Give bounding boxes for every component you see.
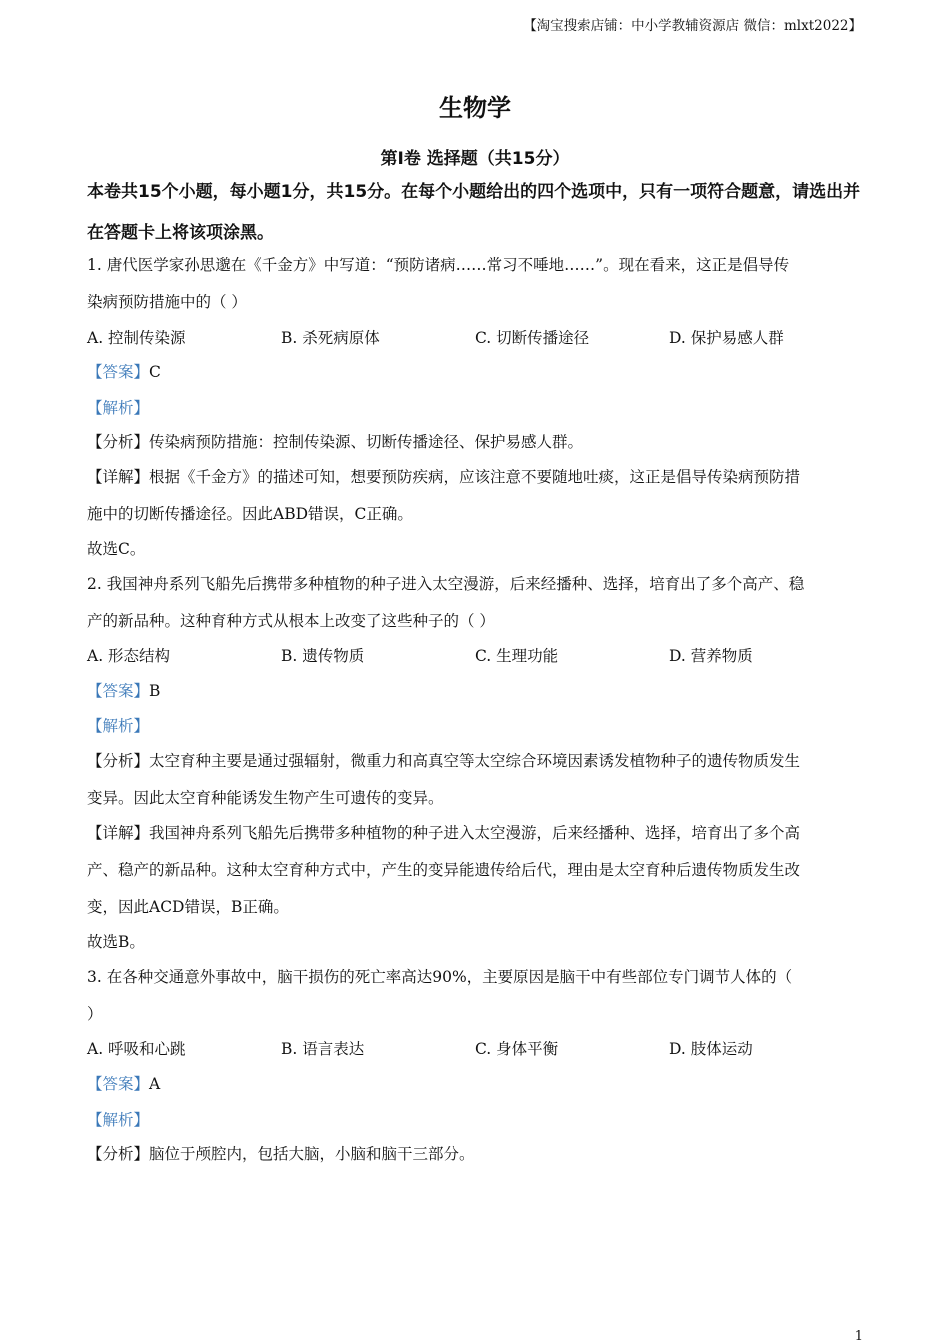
section-title: 第Ⅰ卷 选择题（共15分） xyxy=(380,149,570,169)
question-1-answer xyxy=(87,362,863,382)
question-1-stem-line-2: 染病预防措施中的（ ） xyxy=(87,293,247,311)
option-c: C. 身体平衡 xyxy=(475,1040,559,1058)
page-number: 1 xyxy=(854,1329,863,1344)
detail-label: 【详解】 xyxy=(87,824,150,842)
question-2-detail-line-3: 变，因此ACD错误，B正确。 xyxy=(87,898,289,916)
question-2-conclusion: 故选B。 xyxy=(87,933,145,951)
option-d: D. 营养物质 xyxy=(669,647,753,665)
question-1-stem-line-1: 1. 唐代医学家孙思邈在《千金方》中写道：“预防诸病……常习不唾地……”。现在看来，这正是倡导传 xyxy=(87,256,790,274)
question-2-stem-line-2: 产的新品种。这种育种方式从根本上改变了这些种子的（ ） xyxy=(87,612,495,630)
option-d: D. 保护易感人群 xyxy=(669,329,784,347)
question-3-answer xyxy=(87,1074,863,1094)
explanation-label: 【解析】 xyxy=(87,399,150,417)
explanation-label: 【解析】 xyxy=(87,717,150,735)
question-3-stem-line-2: ） xyxy=(87,1005,103,1023)
question-2-detail-line-1 xyxy=(87,823,863,843)
question-2-answer xyxy=(87,681,863,701)
detail-text: 根据《千金方》的描述可知，想要预防疾病，应该注意不要随地吐痰，这正是倡导传染病预防措 xyxy=(149,468,801,486)
header-note: 【淘宝搜索店铺：中小学教辅资源店 微信：mlxt2022】 xyxy=(523,18,862,34)
analysis-label: 【分析】 xyxy=(87,752,150,770)
analysis-label: 【分析】 xyxy=(87,1145,150,1163)
question-2-explanation-label xyxy=(87,716,863,736)
option-a: A. 控制传染源 xyxy=(87,329,186,347)
option-c: C. 生理功能 xyxy=(475,647,559,665)
question-2-analysis-line-2: 变异。因此太空育种能诱发生物产生可遗传的变异。 xyxy=(87,789,444,807)
question-1-options xyxy=(87,328,863,348)
question-2-stem-line-1: 2. 我国神舟系列飞船先后携带多种植物的种子进入太空漫游，后来经播种、选择，培育出了多个高产、稳 xyxy=(87,575,805,593)
detail-text: 我国神舟系列飞船先后携带多种植物的种子进入太空漫游，后来经播种、选择，培育出了多个高 xyxy=(149,824,801,842)
answer-label: 【答案】 xyxy=(87,1075,150,1093)
question-3-stem-line-1: 3. 在各种交通意外事故中，脑干损伤的死亡率高达90%，主要原因是脑干中有些部位专门调节人体的（ xyxy=(87,968,793,986)
detail-label: 【详解】 xyxy=(87,468,150,486)
answer-label: 【答案】 xyxy=(87,682,150,700)
question-3-options xyxy=(87,1039,863,1059)
question-1-analysis xyxy=(87,432,863,452)
question-1-conclusion: 故选C。 xyxy=(87,540,146,558)
question-3-explanation-label xyxy=(87,1110,863,1130)
question-1-detail-line-1 xyxy=(87,467,863,487)
question-3-analysis xyxy=(87,1144,863,1164)
option-d: D. 肢体运动 xyxy=(669,1040,753,1058)
question-2-analysis-line-1 xyxy=(87,751,863,771)
answer-value: A xyxy=(149,1075,161,1093)
option-b: B. 杀死病原体 xyxy=(281,329,380,347)
option-c: C. 切断传播途径 xyxy=(475,329,590,347)
page-title: 生物学 xyxy=(439,94,511,122)
instructions: 本卷共15个小题，每小题1分，共15分。在每个小题给出的四个选项中，只有一项符合题意，请选出并在答题卡上将该项涂黑。 xyxy=(87,182,861,243)
question-1-detail-line-2: 施中的切断传播途径。因此ABD错误，C正确。 xyxy=(87,505,413,523)
option-a: A. 形态结构 xyxy=(87,647,171,665)
analysis-label: 【分析】 xyxy=(87,433,150,451)
option-b: B. 语言表达 xyxy=(281,1040,365,1058)
question-1-explanation-label xyxy=(87,398,863,418)
option-b: B. 遗传物质 xyxy=(281,647,365,665)
question-2-options xyxy=(87,646,863,666)
question-2-detail-line-2: 产、稳产的新品种。这种太空育种方式中，产生的变异能遗传给后代，理由是太空育种后遗传物质发生改 xyxy=(87,861,801,879)
answer-value: C xyxy=(149,363,161,381)
answer-label: 【答案】 xyxy=(87,363,150,381)
explanation-label: 【解析】 xyxy=(87,1111,150,1129)
answer-value: B xyxy=(149,682,161,700)
analysis-text: 太空育种主要是通过强辐射，微重力和高真空等太空综合环境因素诱发植物种子的遗传物质发生 xyxy=(149,752,801,770)
option-a: A. 呼吸和心跳 xyxy=(87,1040,186,1058)
analysis-text: 传染病预防措施：控制传染源、切断传播途径、保护易感人群。 xyxy=(149,433,584,451)
analysis-text: 脑位于颅腔内，包括大脑，小脑和脑干三部分。 xyxy=(149,1145,475,1163)
